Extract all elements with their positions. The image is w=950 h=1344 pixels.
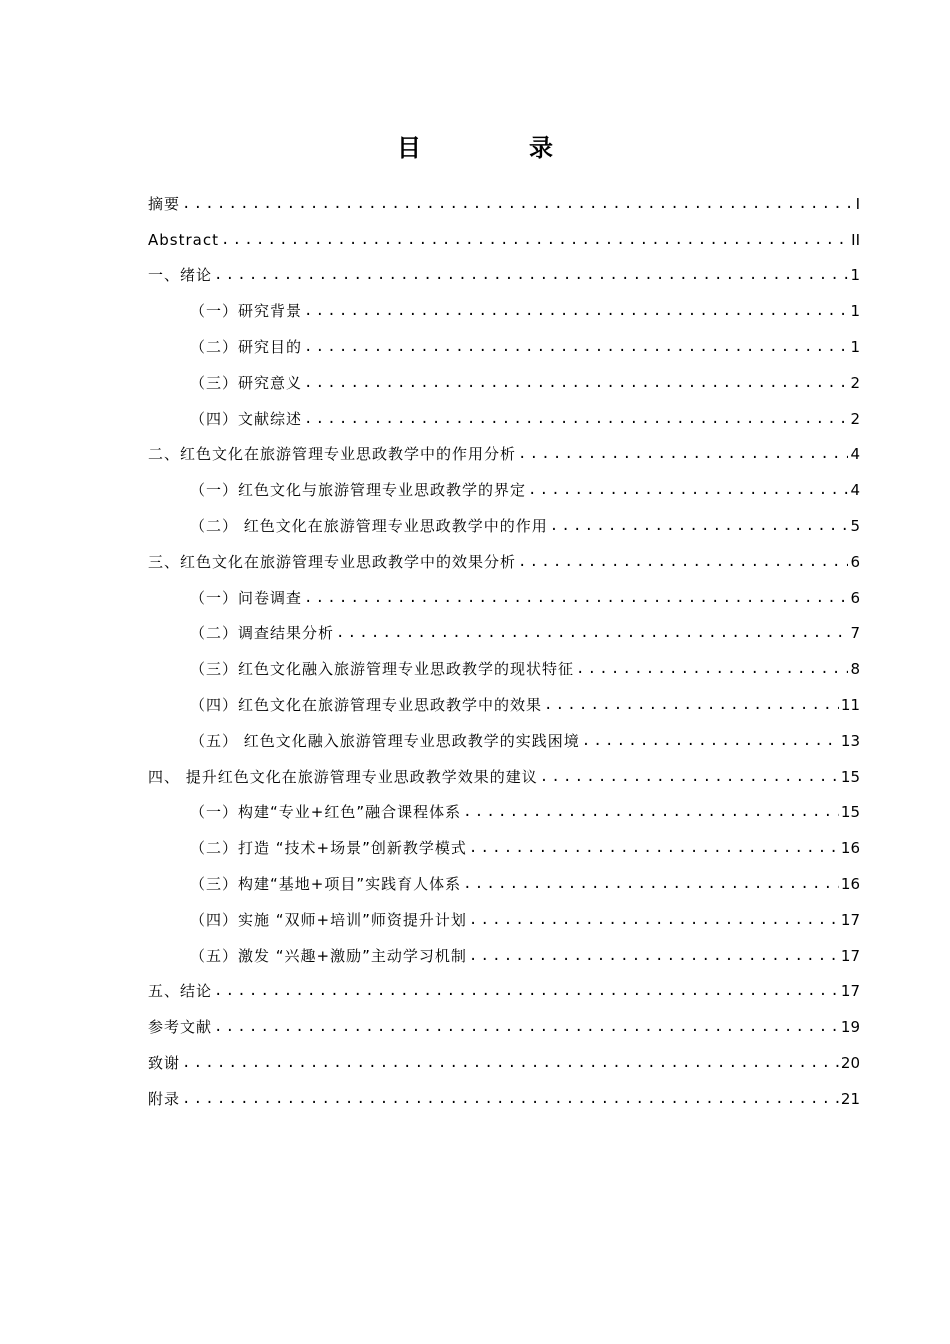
- toc-dot-leader: [469, 910, 839, 930]
- toc-entry-label: 二、红色文化在旅游管理专业思政教学中的作用分析: [148, 445, 517, 464]
- toc-entry-page: 19: [840, 1018, 860, 1037]
- toc-entry[interactable]: [148, 723, 860, 759]
- toc-entry[interactable]: [148, 329, 860, 365]
- toc-entry-label: （一）问卷调查: [190, 588, 303, 607]
- toc-entry[interactable]: [148, 258, 860, 294]
- toc-entry-label: （二）研究目的: [190, 338, 303, 357]
- toc-entry-page: 6: [850, 552, 860, 571]
- toc-entry-label: （二） 红色文化在旅游管理专业思政教学中的作用: [190, 517, 548, 536]
- toc-dot-leader: [182, 194, 854, 214]
- toc-entry[interactable]: [148, 902, 860, 938]
- toc-entry[interactable]: [148, 508, 860, 544]
- toc-entry[interactable]: [148, 616, 860, 652]
- toc-entry-page: 21: [840, 1089, 860, 1108]
- toc-entry-label: 一、绪论: [148, 266, 213, 285]
- toc-dot-leader: [528, 480, 848, 500]
- toc-entry-label: （四）文献综述: [190, 409, 303, 428]
- toc-entry-label: （一）红色文化与旅游管理专业思政教学的界定: [190, 481, 527, 500]
- toc-entry[interactable]: [148, 401, 860, 437]
- toc-entry-label: （五）激发 “兴趣+激励”主动学习机制: [190, 946, 467, 965]
- toc-entry[interactable]: [148, 830, 860, 866]
- toc-entry[interactable]: [148, 795, 860, 831]
- toc-entry-page: 17: [840, 946, 860, 965]
- toc-entry-page: 1: [850, 338, 860, 357]
- toc-entry-label: （四）红色文化在旅游管理专业思政教学中的效果: [190, 696, 543, 715]
- toc-entry-label: 摘要: [148, 194, 181, 213]
- toc-dot-leader: [214, 1017, 839, 1037]
- table-of-contents: [148, 186, 860, 1117]
- toc-entry-page: 11: [840, 696, 860, 715]
- toc-entry-label: （一）研究背景: [190, 302, 303, 321]
- toc-dot-leader: [182, 1053, 839, 1073]
- toc-dot-leader: [540, 767, 839, 787]
- toc-title: 目 录: [397, 134, 595, 162]
- toc-entry-page: 8: [850, 660, 860, 679]
- toc-entry[interactable]: [148, 866, 860, 902]
- toc-dot-leader: [518, 444, 848, 464]
- toc-dot-leader: [304, 588, 848, 608]
- toc-entry-label: （四）实施 “双师+培训”师资提升计划: [190, 910, 467, 929]
- toc-dot-leader: [582, 731, 839, 751]
- toc-entry-page: 6: [850, 588, 860, 607]
- toc-dot-leader: [304, 301, 848, 321]
- toc-entry[interactable]: [148, 186, 860, 222]
- toc-entry[interactable]: [148, 365, 860, 401]
- toc-entry-page: 2: [850, 373, 860, 392]
- toc-dot-leader: [463, 874, 839, 894]
- toc-entry[interactable]: [148, 472, 860, 508]
- toc-entry-label: （三）研究意义: [190, 373, 303, 392]
- toc-dot-leader: [221, 230, 849, 250]
- toc-entry[interactable]: [148, 1045, 860, 1081]
- toc-entry-page: 4: [850, 445, 860, 464]
- toc-entry[interactable]: [148, 544, 860, 580]
- toc-entry-label: 四、 提升红色文化在旅游管理专业思政教学效果的建议: [148, 767, 538, 786]
- toc-dot-leader: [576, 659, 848, 679]
- toc-entry-label: （一）构建“专业+红色”融合课程体系: [190, 803, 462, 822]
- toc-entry-label: 五、结论: [148, 982, 213, 1001]
- toc-dot-leader: [463, 802, 839, 822]
- toc-entry-page: 2: [850, 409, 860, 428]
- toc-dot-leader: [550, 516, 849, 536]
- toc-dot-leader: [304, 409, 848, 429]
- toc-entry-label: （三）红色文化融入旅游管理专业思政教学的现状特征: [190, 660, 575, 679]
- toc-entry[interactable]: [148, 1009, 860, 1045]
- toc-entry-page: 1: [850, 302, 860, 321]
- toc-dot-leader: [469, 838, 839, 858]
- toc-entry-label: 附录: [148, 1089, 181, 1108]
- toc-entry-label: Abstract: [148, 230, 219, 249]
- toc-entry[interactable]: [148, 974, 860, 1010]
- toc-dot-leader: [304, 337, 848, 357]
- toc-entry-page: 4: [850, 481, 860, 500]
- toc-entry-label: 参考文献: [148, 1018, 213, 1037]
- toc-dot-leader: [304, 373, 848, 393]
- toc-entry-label: （二）打造 “技术+场景”创新教学模式: [190, 839, 467, 858]
- toc-entry[interactable]: [148, 651, 860, 687]
- toc-entry[interactable]: [148, 437, 860, 473]
- toc-dot-leader: [544, 695, 839, 715]
- toc-dot-leader: [336, 623, 848, 643]
- toc-dot-leader: [469, 946, 839, 966]
- toc-dot-leader: [518, 552, 848, 572]
- toc-entry[interactable]: [148, 293, 860, 329]
- toc-entry-page: 20: [840, 1054, 860, 1073]
- toc-entry-page: 15: [840, 803, 860, 822]
- toc-entry-page: I: [855, 194, 860, 213]
- toc-dot-leader: [182, 1089, 839, 1109]
- toc-entry-page: 15: [840, 767, 860, 786]
- toc-entry[interactable]: [148, 1081, 860, 1117]
- toc-entry-page: 16: [840, 875, 860, 894]
- toc-entry-label: （五） 红色文化融入旅游管理专业思政教学的实践困境: [190, 731, 580, 750]
- toc-entry-page: 1: [850, 266, 860, 285]
- toc-entry-page: 5: [850, 517, 860, 536]
- toc-entry-label: 致谢: [148, 1054, 181, 1073]
- toc-entry[interactable]: [148, 687, 860, 723]
- toc-entry-label: （三）构建“基地+项目”实践育人体系: [190, 875, 462, 894]
- toc-entry[interactable]: [148, 759, 860, 795]
- toc-entry[interactable]: [148, 580, 860, 616]
- toc-entry-page: 17: [840, 982, 860, 1001]
- toc-entry[interactable]: [148, 938, 860, 974]
- toc-entry-page: 13: [840, 731, 860, 750]
- toc-entry-page: 16: [840, 839, 860, 858]
- toc-dot-leader: [214, 265, 848, 285]
- toc-dot-leader: [214, 981, 839, 1001]
- toc-entry-page: II: [851, 230, 860, 249]
- toc-entry[interactable]: [148, 222, 860, 258]
- toc-entry-label: （二）调查结果分析: [190, 624, 335, 643]
- toc-entry-page: 7: [850, 624, 860, 643]
- toc-entry-label: 三、红色文化在旅游管理专业思政教学中的效果分析: [148, 552, 517, 571]
- toc-entry-page: 17: [840, 910, 860, 929]
